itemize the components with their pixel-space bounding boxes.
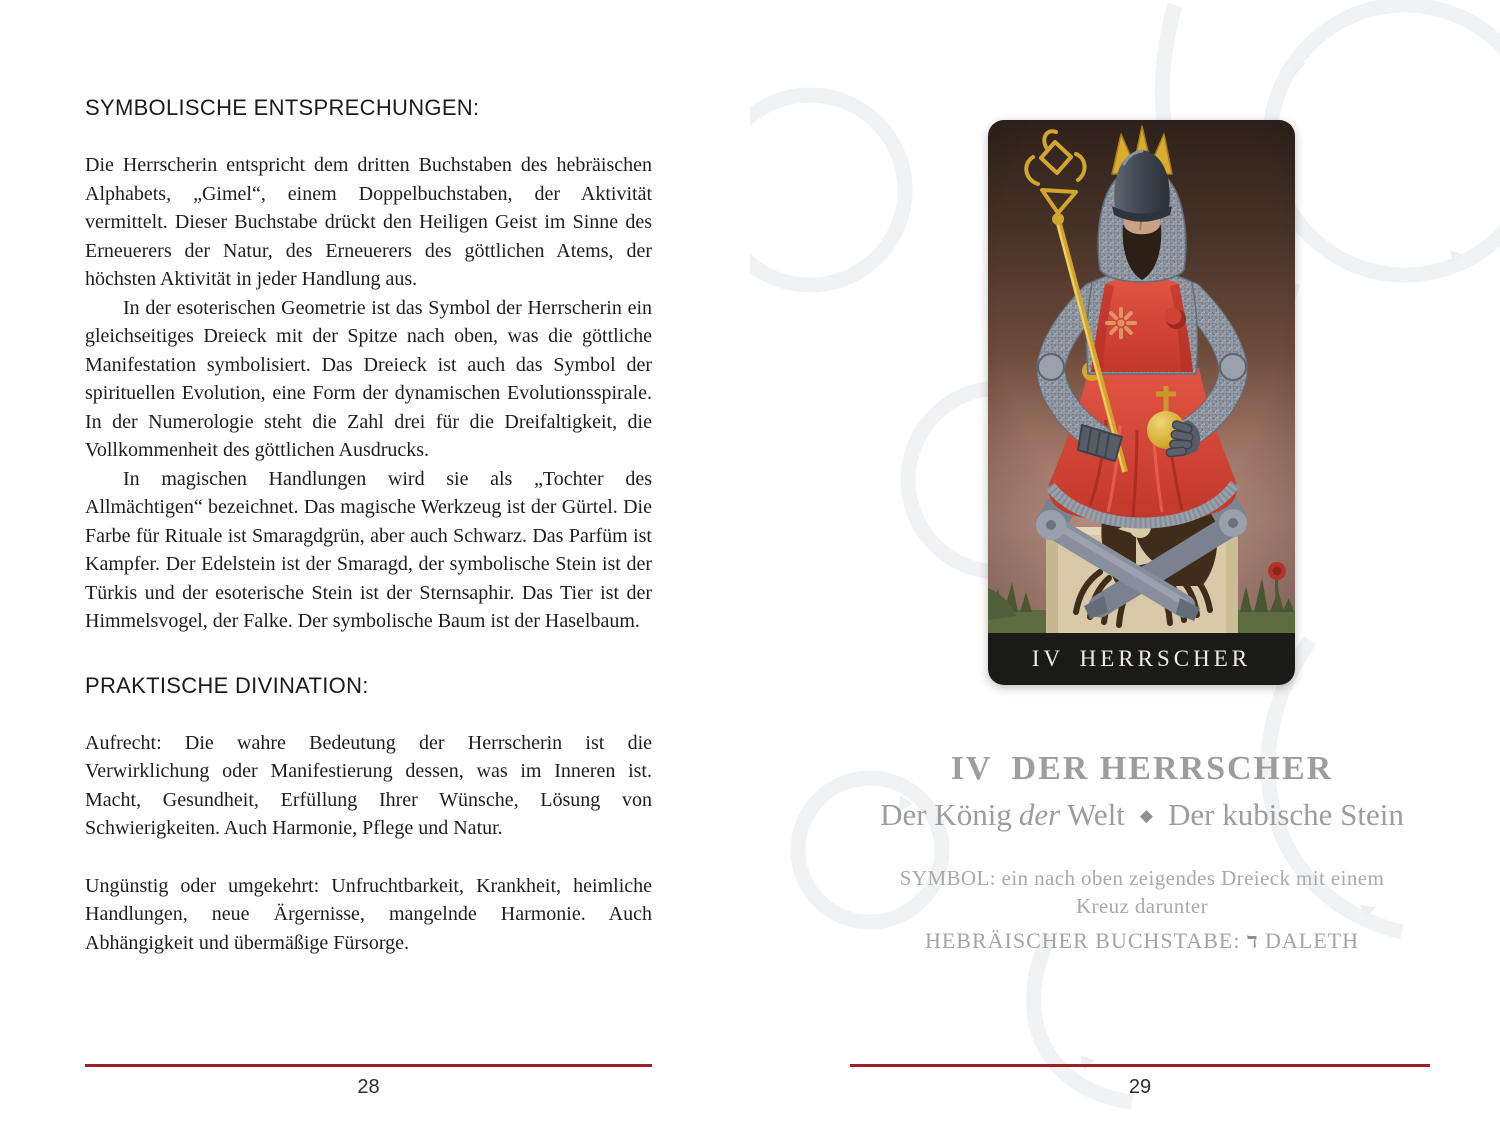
subtitle-part2: Welt <box>1067 797 1125 832</box>
paragraph-geometry: In der esoterischen Geometrie ist das Symbol der Herrscherin ein gleichseitiges Dreieck mit der Spitze nach oben, was die göttliche Manifestation symbolisiert. Das Dreieck ist auch das Symbol der spirituellen Evolution, eine Form der dynamischen Evolutionsspirale. In der Numerologie steht die Zahl drei für die Dreifaltigkeit, die Vollkommenheit des göttlichen Ausdrucks. <box>85 296 652 461</box>
heading-practical-divination: PRAKTISCHE DIVINATION: <box>85 672 369 698</box>
symbol-description <box>767 864 1500 920</box>
subtitle-part1: Der König <box>880 797 1012 832</box>
card-title-bar: IV HERRSCHER <box>988 633 1295 685</box>
hebrew-letter-daleth: ד <box>1246 928 1259 953</box>
hebrew-letter-line <box>767 928 1500 954</box>
subtitle-part3: Der kubische Stein <box>1168 797 1404 832</box>
left-footer-rule <box>85 1064 652 1067</box>
right-page-number: 29 <box>1128 1076 1152 1098</box>
paragraph-magic: In magischen Handlungen wird sie als „Tochter des Allmächtigen“ bezeichnet. Das magische Werkzeug ist der Gürtel. Die Farbe für Rituale ist Smaragdgrün, aber auch Schwarz. Das Parfüm ist Kampfer. Der Edelstein ist der Smaragd, der symbolische Stein ist der Türkis und der esoterische Stein ist der Sternsaphir. Das Tier ist der Himmelsvogel, der Falke. Der symbolische Baum ist der Haselbaum. <box>85 467 652 632</box>
left-page-footer <box>85 1064 652 1099</box>
card-heading: IV DER HERRSCHER <box>950 750 1334 787</box>
heading-symbolic-correspondences: SYMBOLISCHE ENTSPRECHUNGEN: <box>85 95 480 120</box>
subtitle-italic: der <box>1018 797 1061 832</box>
paragraph-reversed: Ungünstig oder umgekehrt: Unfruchtbarkeit, Krankheit, heimliche Handlungen, neue Ärgernisse, mangelnde Harmonie. Auch Abhängigkeit und übermäßige Fürsorge. <box>85 874 652 954</box>
paragraph-gimel: Die Herrscherin entspricht dem dritten Buchstaben des hebräischen Alphabets, „Gimel“, einem Doppelbuchstaben, der Aktivität vermittelt. Dieser Buchstabe drückt den Heiligen Geist im Sinne des Erneuerers der Natur, des Erneuerers des göttlichen Atems, der höchsten Aktivität in jeder Handlung aus. <box>85 154 652 290</box>
card-subtitle <box>767 797 1500 833</box>
right-footer-rule <box>850 1064 1430 1067</box>
page-right <box>750 0 1500 1132</box>
symbol-line1: SYMBOL: ein nach oben zeigendes Dreieck mit einem <box>899 866 1385 890</box>
hebrew-prefix: HEBRÄISCHER BUCHSTABE: <box>924 928 1247 953</box>
hebrew-suffix: DALETH <box>1258 928 1360 953</box>
paragraph-upright: Aufrecht: Die wahre Bedeutung der Herrscherin ist die Verwirklichung oder Manifestierung dessen, was im Inneren ist. Macht, Gesundheit, Erfüllung Ihrer Wünsche, Lösung von Schwierigkeiten. Auch Harmonie, Pflege und Natur. <box>85 731 652 839</box>
symbol-line2: Kreuz darunter <box>1075 894 1209 918</box>
left-text-column <box>85 95 652 957</box>
left-page-number: 28 <box>357 1076 380 1098</box>
diamond-separator-icon: ◆ <box>1139 806 1153 825</box>
emperor-card-illustration <box>988 120 1295 633</box>
tarot-card-emperor <box>988 120 1295 685</box>
right-page-footer <box>850 1064 1430 1099</box>
